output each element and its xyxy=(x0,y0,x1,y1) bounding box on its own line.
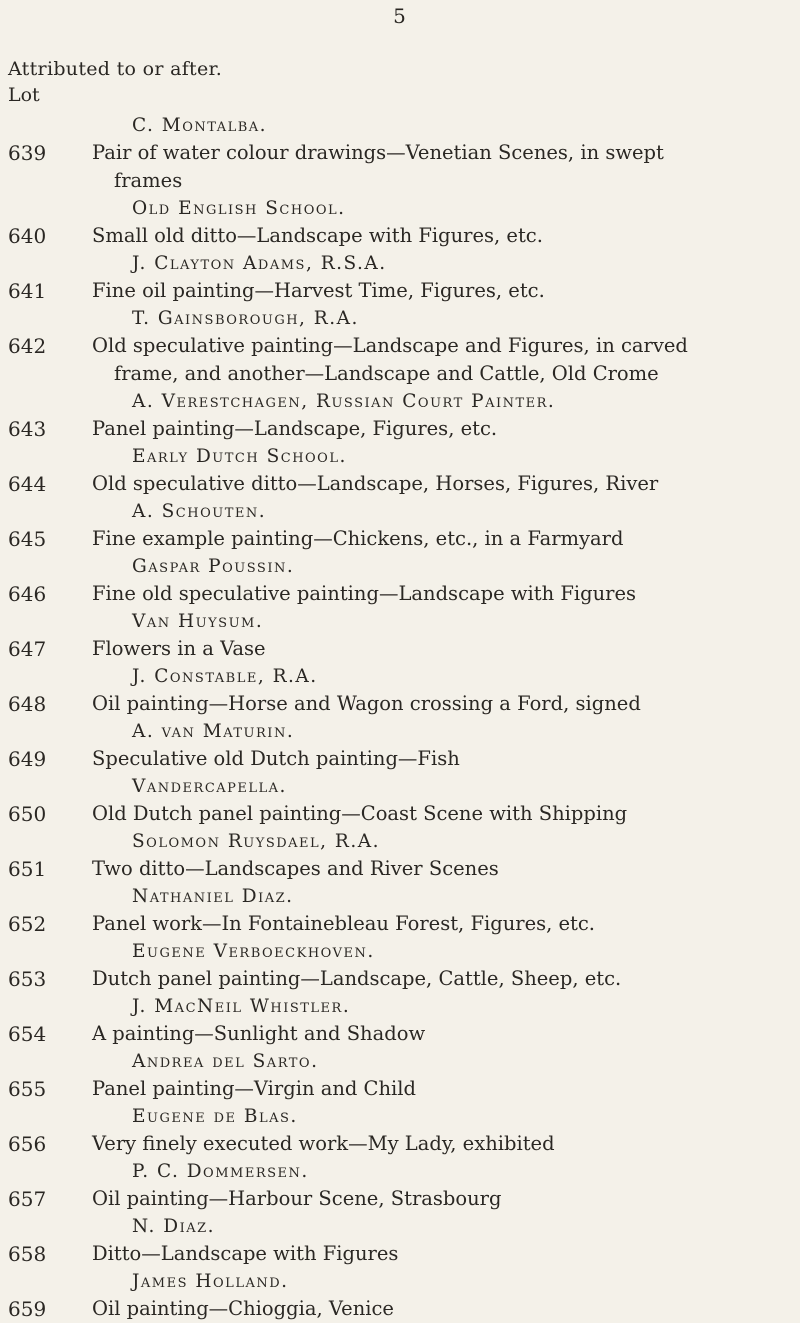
entry-description: Fine oil painting—Harvest Time, Figures, etc. xyxy=(92,279,545,302)
catalogue-entry xyxy=(0,195,800,250)
entry-attribution: Gaspar Poussin. xyxy=(132,556,295,577)
lot-number: 657 xyxy=(8,1187,47,1211)
catalogue-entry xyxy=(0,443,800,498)
lot-number: 654 xyxy=(8,1022,47,1046)
entry-description: Old speculative painting—Landscape and Figures, in carved xyxy=(92,334,688,357)
lot-number: 658 xyxy=(8,1242,47,1266)
page-number: 5 xyxy=(393,4,407,28)
lot-number: 651 xyxy=(8,857,47,881)
entry-attribution: P. C. Dommersen. xyxy=(132,1161,309,1182)
entry-description: Old speculative ditto—Landscape, Horses, Figures, River xyxy=(92,472,659,495)
entry-attribution: Solomon Ruysdael, R.A. xyxy=(132,831,380,852)
entry-description: Small old ditto—Landscape with Figures, etc. xyxy=(92,224,543,247)
catalogue-entry xyxy=(0,1213,800,1268)
entry-description: Very finely executed work—My Lady, exhibited xyxy=(92,1132,555,1155)
lot-number: 650 xyxy=(8,802,47,826)
lot-number: 642 xyxy=(8,334,47,358)
entry-description: Panel painting—Virgin and Child xyxy=(92,1077,416,1100)
lot-number: 655 xyxy=(8,1077,47,1101)
entry-description: Oil painting—Horse and Wagon crossing a Ford, signed xyxy=(92,692,641,715)
catalogue-entry xyxy=(0,1103,800,1158)
entry-description: Panel work—In Fontainebleau Forest, Figures, etc. xyxy=(92,912,596,935)
entry-description: Fine old speculative painting—Landscape with Figures xyxy=(92,582,637,605)
entry-description-continued: frame, and another—Landscape and Cattle, Old Crome xyxy=(114,362,659,385)
entry-description: Flowers in a Vase xyxy=(92,637,266,660)
lot-number: 643 xyxy=(8,417,47,441)
catalogue-entry xyxy=(0,305,800,388)
lot-number: 659 xyxy=(8,1297,47,1321)
entry-attribution: T. Gainsborough, R.A. xyxy=(132,308,359,329)
catalogue-entry xyxy=(0,938,800,993)
catalogue-entry xyxy=(0,112,800,195)
entry-description: Oil painting—Chioggia, Venice xyxy=(92,1297,394,1320)
entry-description: Fine example painting—Chickens, etc., in a Farmyard xyxy=(92,527,624,550)
catalogue-entry xyxy=(0,1158,800,1213)
entry-attribution: Eugene Verboeckhoven. xyxy=(132,941,375,962)
lot-number: 645 xyxy=(8,527,47,551)
section-header: Attributed to or after. xyxy=(8,58,223,80)
catalogue-entry xyxy=(0,718,800,773)
lot-number: 653 xyxy=(8,967,47,991)
lot-number: 639 xyxy=(8,141,47,165)
entry-attribution: A. Schouten. xyxy=(132,501,267,522)
lot-number: 647 xyxy=(8,637,47,661)
entry-description: A painting—Sunlight and Shadow xyxy=(92,1022,426,1045)
entry-attribution: J. MacNeil Whistler. xyxy=(132,996,351,1017)
entry-attribution: Vandercapella. xyxy=(132,776,287,797)
catalogue-entry xyxy=(0,388,800,443)
entry-attribution: N. Diaz. xyxy=(132,1216,216,1237)
catalogue-entry xyxy=(0,663,800,718)
entry-attribution: J. Constable, R.A. xyxy=(132,666,318,687)
catalogue-entry xyxy=(0,773,800,828)
catalogue-entry xyxy=(0,883,800,938)
entry-attribution: C. Montalba. xyxy=(132,115,268,136)
entry-description-continued: frames xyxy=(114,169,183,192)
lot-number: 652 xyxy=(8,912,47,936)
catalogue-entries xyxy=(0,112,800,1323)
entry-description: Panel painting—Landscape, Figures, etc. xyxy=(92,417,498,440)
entry-attribution: Van Huysum. xyxy=(132,611,264,632)
lot-number: 641 xyxy=(8,279,47,303)
catalogue-entry xyxy=(0,828,800,883)
entry-attribution: Nathaniel Diaz. xyxy=(132,886,294,907)
entry-attribution: Eugene de Blas. xyxy=(132,1106,298,1127)
lot-number: 656 xyxy=(8,1132,47,1156)
entry-description: Old Dutch panel painting—Coast Scene with Shipping xyxy=(92,802,628,825)
entry-attribution: James Holland. xyxy=(132,1271,289,1292)
lot-number: 644 xyxy=(8,472,47,496)
catalogue-entry xyxy=(0,553,800,608)
entry-description: Ditto—Landscape with Figures xyxy=(92,1242,399,1265)
lot-number: 649 xyxy=(8,747,47,771)
catalogue-entry xyxy=(0,250,800,305)
entry-attribution: J. Clayton Adams, R.S.A. xyxy=(132,253,387,274)
entry-attribution: Old English School. xyxy=(132,198,346,219)
catalogue-entry xyxy=(0,993,800,1048)
catalogue-entry xyxy=(0,498,800,553)
entry-description: Pair of water colour drawings—Venetian Scenes, in swept xyxy=(92,141,664,164)
entry-attribution: A. van Maturin. xyxy=(132,721,295,742)
lot-number: 648 xyxy=(8,692,47,716)
entry-description: Two ditto—Landscapes and River Scenes xyxy=(92,857,499,880)
lot-column-label: Lot xyxy=(8,84,40,106)
entry-attribution: Early Dutch School. xyxy=(132,446,347,467)
catalogue-entry xyxy=(0,1048,800,1103)
entry-attribution: Andrea del Sarto. xyxy=(132,1051,319,1072)
catalogue-entry xyxy=(0,608,800,663)
catalogue-entry xyxy=(0,1268,800,1323)
entry-description: Oil painting—Harbour Scene, Strasbourg xyxy=(92,1187,502,1210)
lot-number: 640 xyxy=(8,224,47,248)
entry-description: Speculative old Dutch painting—Fish xyxy=(92,747,460,770)
entry-attribution: A. Verestchagen, Russian Court Painter. xyxy=(132,391,556,412)
lot-number: 646 xyxy=(8,582,47,606)
entry-description: Dutch panel painting—Landscape, Cattle, Sheep, etc. xyxy=(92,967,622,990)
